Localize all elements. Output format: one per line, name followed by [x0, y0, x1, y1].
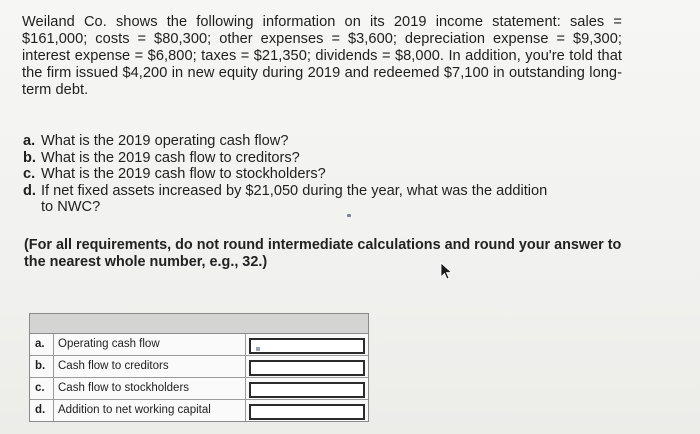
table-row-addition-to-nwc	[30, 400, 368, 421]
question-letter: a.	[23, 133, 36, 149]
row-letter: b.	[30, 356, 54, 377]
question-b	[23, 150, 643, 167]
question-d-continuation: to NWC?	[41, 199, 101, 216]
question-list	[23, 133, 643, 216]
row-letter: d.	[30, 400, 54, 421]
question-text: What is the 2019 operating cash flow?	[41, 133, 289, 149]
answer-cell	[246, 378, 368, 399]
addition-to-nwc-input[interactable]	[249, 404, 365, 420]
question-a	[23, 133, 643, 150]
question-letter: b.	[23, 149, 36, 166]
question-letter: c.	[23, 166, 36, 183]
row-label: Cash flow to stockholders	[54, 378, 246, 399]
problem-statement: Weiland Co. shows the following information on its 2019 income statement: sales = $161,000; costs = $80,300; other expenses = $3,600; depreciation expense = $9,300; interest expense = $6,800; taxes = $21,350; dividends = $8,000. In addition, you're told that the firm issued $4,200 in new equity during 2019 and redeemed $7,100 in outstanding long-term debt.	[22, 14, 622, 98]
table-row-cash-flow-to-creditors	[30, 356, 368, 378]
question-letter: d.	[23, 182, 36, 199]
row-label: Operating cash flow	[54, 334, 246, 355]
row-label: Cash flow to creditors	[54, 356, 246, 377]
table-row-cash-flow-to-stockholders	[30, 378, 368, 400]
row-letter: a.	[30, 334, 54, 355]
cash-flow-to-creditors-input[interactable]	[249, 360, 365, 376]
question-text: What is the 2019 cash flow to creditors?	[41, 149, 300, 166]
answer-cell	[246, 334, 368, 355]
table-header	[30, 314, 368, 334]
question-c	[23, 166, 643, 183]
cash-flow-to-stockholders-input[interactable]	[249, 382, 365, 398]
screen-glare-mark	[347, 214, 351, 217]
answer-cell	[246, 400, 368, 421]
mouse-cursor-icon	[440, 262, 454, 280]
question-text: What is the 2019 cash flow to stockholders?	[41, 166, 326, 183]
question-d	[23, 183, 643, 200]
table-row-operating-cash-flow	[30, 334, 368, 356]
row-letter: c.	[30, 378, 54, 399]
input-focus-marker	[256, 347, 260, 351]
row-label: Addition to net working capital	[54, 400, 246, 421]
answer-table	[29, 313, 369, 422]
question-text: If net fixed assets increased by $21,050 during the year, what was the addition	[41, 182, 548, 199]
instructions: (For all requirements, do not round intermediate calculations and round your answer to the nearest whole number, e.g., 32.)	[24, 237, 622, 270]
operating-cash-flow-input[interactable]	[249, 338, 365, 354]
answer-cell	[246, 356, 368, 377]
